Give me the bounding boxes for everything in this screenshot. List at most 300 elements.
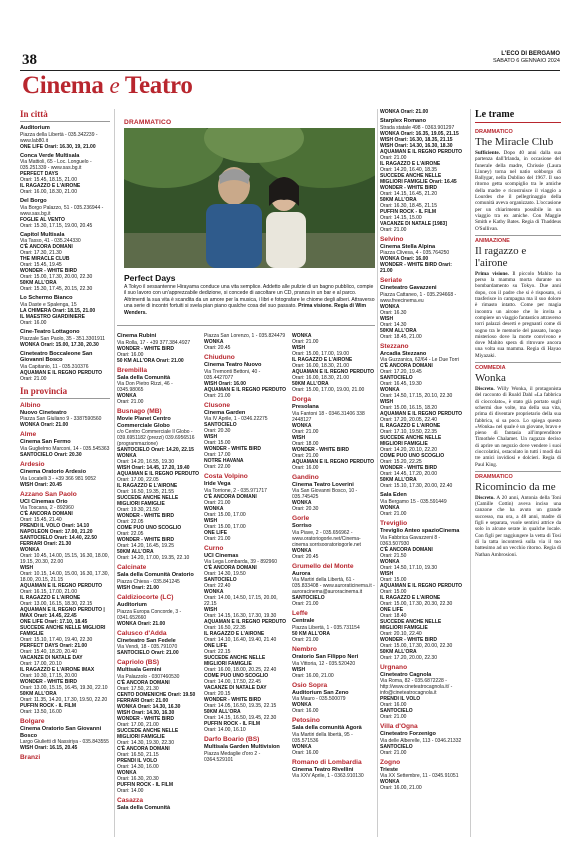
film-title: C'È ANCORA DOMANI [117, 745, 170, 752]
cinema-name: Cinema Garden [204, 409, 246, 416]
showtimes: Orari: 16.50, 21.15 [117, 751, 159, 758]
cinema-listing [380, 236, 465, 275]
film-title: SANTOCIELO Orari: 21.00 [117, 650, 179, 657]
cinema-name: Aurora [292, 570, 311, 577]
sidebar-items [475, 127, 561, 558]
showtimes: Orari: 16.00 [292, 464, 319, 471]
film-title: FERRARI Orari: 21.30 [20, 541, 72, 548]
cinema-name: Sorriso [292, 523, 312, 530]
town-name: Casazza [117, 796, 144, 804]
film-title: AQUAMAN E IL REGNO PERDUTO [20, 583, 103, 590]
film-title: WONKA [292, 547, 312, 554]
plot-rating: Sufficiente. [475, 150, 500, 156]
town-name: Gandino [292, 473, 319, 481]
town-name: Caldiziocorte (LC) [117, 593, 174, 601]
film-title: WONKA [117, 769, 137, 776]
film-title: WONDER - WHITE BIRD Orari: 21.00 [380, 262, 452, 275]
film-title: C'È ANCORA DOMANI [204, 565, 257, 572]
showtimes: Orari: 10.15, 14.00, 15.00, 16.30, 17.30, 18.00, 20.15, 21.15 [20, 571, 109, 584]
film-title: SUCCEDE ANCHE NELLE MIGLIORI FAMIGLIE [117, 727, 179, 740]
cinema-listing [20, 153, 110, 196]
film-title: WISH [380, 315, 394, 322]
showtimes: Orari: 13.00, 16.15, 18.30, 22.15 [20, 601, 93, 608]
film-title: AQUAMAN E IL REGNO PERDUTO [380, 411, 463, 418]
plot-text [475, 271, 561, 359]
showtimes: Orari: 15.45, 18.15, 21.00 [20, 177, 77, 184]
cinema-listing [204, 473, 287, 542]
film-title: WISH Orari: 16.00 [204, 380, 246, 387]
film-title: C'È ANCORA DOMANI [20, 511, 73, 518]
heading-in-provincia: In provincia [20, 386, 110, 399]
section-title-teatro: Teatro [124, 72, 193, 99]
plots-sidebar [475, 109, 561, 839]
film-title: COME PUO UNO SCOGLIO [380, 453, 445, 460]
town-name: Costa Volpino [204, 473, 248, 481]
film-title: PRENDI IL VOLO [380, 696, 421, 703]
cinema-name: Cinema San Fermo [20, 439, 71, 446]
cinema-name: Treviglio Anteo spazioCinema [380, 527, 460, 534]
film-title: WISH [292, 434, 306, 441]
film-title: WONDER - WHITE BIRD [204, 697, 261, 704]
town-name: Nembro [292, 645, 317, 653]
cinema-address: Via Vendi, 18 - 035.791070 [117, 644, 178, 651]
showtimes: Orari: 10.30, 17.15, 20.00 [20, 673, 77, 680]
cinema-listing [380, 759, 465, 792]
showtimes: Orari: 10.45, 14.00, 15.15, 16.30, 18.00, 19.15, 20.30, 22.00 [20, 553, 109, 566]
showtimes: Orari: 21.00 [292, 428, 319, 435]
cinema-address: Via Mattioli, 65 - Loc. Longuelo - 035.251339 - www.sas.bg.it [20, 159, 92, 172]
film-title: SANTOCIELO Orari: 20.30 [20, 451, 82, 458]
showtimes: Orari: 14.15, 15.00 [380, 214, 422, 221]
cinema-name: Cineteatro Cagnola [380, 671, 432, 678]
cinema-listing [20, 198, 110, 229]
feature-photo [124, 128, 375, 268]
showtimes: Orari: 17.30, 21.30 [20, 250, 62, 257]
town-name: Urgnano [380, 663, 408, 671]
film-title: PUFFIN ROCK - IL FILM [20, 703, 77, 710]
plot-genre: DRAMMATICO [475, 471, 561, 480]
cinema-listing [117, 659, 200, 794]
showtimes: Orari: 14.00 [117, 787, 144, 794]
showtimes: Orari: 16.30 [380, 309, 407, 316]
cinema-address: Via delle Alberelle, 113 - 0346.21332 [380, 737, 462, 744]
showtimes: Orari: 14.15, 16.45, 21.20 [380, 190, 437, 197]
film-title: C'È ANCORA DOMANI [380, 363, 433, 370]
cinema-name: Lo Schermo Bianco [20, 295, 73, 302]
showtimes: Orari: 20.45 [292, 553, 319, 560]
town-name: Capriolo (BS) [117, 659, 160, 667]
town-name: Busnago (MB) [117, 408, 162, 416]
town-name: Petosino [292, 717, 320, 725]
showtimes: Orari: 16.45, 19.30 [380, 381, 422, 388]
showtimes: Orari: 14.30, 19.30, 22.30 [117, 739, 174, 746]
town-name: Leffe [292, 610, 308, 618]
film-title: SUCCEDE ANCHE NELLE MIGLIORI FAMIGLIE [117, 495, 179, 508]
showtimes: Orari: 21.00 [204, 499, 231, 506]
showtimes: Orari: 14.20, 17.00, 19.35, 22.10 [117, 555, 190, 562]
showtimes: Orari: 21.00 [380, 749, 407, 756]
cinema-address: Via Daste e Spalenga, 15 [20, 301, 77, 308]
showtimes: Orari: 16.00 [117, 351, 144, 358]
cinema-address: Via Locatelli 3 - +39 366 981 9052 [20, 475, 96, 482]
film-title: WONKA [380, 387, 400, 394]
cinema-address: Piazza Clivesa, 4 - 035.764250 [380, 250, 450, 257]
film-title: WISH [204, 434, 218, 441]
column-divider [377, 109, 378, 837]
cinema-name: Auditorium [20, 125, 50, 131]
showtimes: Orari: 14.50, 17.10, 19.30 [380, 564, 437, 571]
showtimes: Orari: 15.30, 17.45, 20.15, 22.30 [20, 286, 93, 293]
plot-item [475, 471, 561, 558]
showtimes: Orari: 14.10, 16.40, 19.40, 21.40 [204, 637, 277, 644]
film-title: ONE LIFE [204, 643, 228, 650]
film-title: FOGLIE AL VENTO [20, 216, 65, 223]
showtimes: Orari: 14.20, 20.10, 22.20 [380, 447, 437, 454]
plot-genre: COMMEDIA [475, 362, 561, 371]
film-title: WONKA Orari: 15.00, 17.30, 20.30 [20, 341, 99, 348]
showtimes: Orari: 17.20, 20.05, 22.40 [380, 417, 437, 424]
cinema-listing [292, 759, 375, 780]
film-title: WONDER - WHITE BIRD [292, 446, 349, 453]
film-title: WISH [380, 399, 394, 406]
film-title: SUCCEDE ANCHE NELLE MIGLIORI FAMIGLIE [20, 625, 106, 638]
cinema-address: Piazza San Giuliano 9 - 3387590560 [20, 416, 102, 423]
cinema-name: Auditorium San Zeno [292, 689, 349, 696]
film-title: WONDER - WHITE BIRD [117, 513, 174, 520]
film-title: WONKA [380, 779, 400, 786]
showtimes: Orari: 17.10, 19.50, 22.35 [380, 429, 437, 436]
film-title: SANTOCIELO [380, 743, 413, 750]
town-name: Ardesio [20, 460, 45, 468]
film-title: THE MIRACLE CLUB [20, 256, 70, 263]
plot-body: Dopo 40 anni dalla sua partenza dall'Irlanda, in occasione del funerale della madre, Chrissie (Laura Linney) torna nel natio sobborgo di Ballygar, nella Dublino del 1967. Il suo ritorno getta scompiglio tra le amiche della madre e ricostruisce il viaggio a Lourdes che il pellegrinaggio della comunità aveva organizzato. L'occasione per un chiarimento possibile in un viaggio tra ex amiche. Con Maggie Smith e Kathy Bates. Regia di Thaddeus O'Sullivan. [475, 150, 561, 232]
cinema-address: Via Don Pietro Rizzi, 46 - 0345.98065 [117, 381, 173, 394]
plot-body: Il piccolo Mahito ha perso la mamma morta durante un bombardamento su Tokyo. Due anni dopo, con il padre che si è risposato, si trasferisce in campagna ma il suo dolore è rimasto intatto. Come per magia incontra un airone che lo invita a compiere un viaggio fantastico attraverso torri palazzi deserti e pregnanti come di sogno tra le memorie del passato, luogo misterioso dove la morte convivono e dove Mahito spera di ritrovare ancora una volta sua mamma. Regia di Hayao Miyazaki. [475, 270, 561, 359]
showtimes: Orari: 14.15, 16.50, 19.45, 22.30 [204, 715, 277, 722]
film-title: 50KM ALL'ORA [20, 280, 57, 287]
film-title: 50KM ALL'ORA [20, 691, 57, 698]
cinema-listing [380, 109, 465, 115]
film-title: WONKA Orari: 21.00 [117, 620, 166, 627]
showtimes: Orari: 16.15, 17.00, 21.00 [20, 589, 77, 596]
film-title: ONE LIFE [380, 606, 404, 613]
cinema-address: Via Mauro - 035.500079 [292, 696, 346, 703]
film-title: IL RAGAZZO E L'AIRONE IMAX [20, 667, 95, 674]
film-title: VACANZE DI NATALE DAY [204, 685, 267, 692]
cinema-listing [20, 461, 110, 488]
cinema-name: Cinema Stella Alpina [380, 243, 436, 250]
cinema-address: Piazza Libertà, 1 - 035.731154 [292, 624, 360, 631]
film-title: C'È ANCORA DOMANI [204, 493, 257, 500]
cinema-address: Via Bergamo 15 - 035.591449 [380, 498, 447, 505]
showtimes: Orari: 21.00 [292, 636, 319, 643]
town-name: Brembilla [117, 366, 148, 374]
showtimes: Orari: 15.00 [380, 588, 407, 595]
cinema-address: Piazza San Lorenzo, 1 - 035.824479 [204, 333, 286, 339]
film-title: PUFFIN ROCK - IL FILM [204, 721, 261, 728]
film-title: WONKA [292, 500, 312, 507]
showtimes: Orari: 15.00, 17.00 [204, 523, 246, 530]
film-title: WONKA [204, 589, 224, 596]
showtimes: Orari: 19.30, 21.50 [117, 507, 159, 514]
showtimes: Orari: 16.00, 18.30, 21.00 [292, 363, 349, 369]
town-name: Treviglio [380, 519, 408, 527]
feature-rule [117, 325, 375, 326]
showtimes: Orari: 21.00 [117, 399, 144, 406]
film-title: C'È ANCORA DOMANI [380, 546, 433, 553]
showtimes: Orari: 21.00 [292, 452, 319, 459]
film-title: IL RAGAZZO E L'AIRONE [292, 357, 353, 363]
showtimes: Orari: 13.00, 15.15, 16.45, 19.30, 22.10 [20, 685, 108, 692]
listings-column-4 [292, 333, 375, 838]
film-title: SANTOCIELO Orari: 14.20, 22.15 [117, 447, 194, 454]
film-title: 50 KM ALL'ORA Orari: 21.00 [117, 357, 184, 364]
cinema-listing [20, 125, 110, 150]
feature-synopsis: A Tokyo il sessantenne Hirayama conduce una vita semplice. Addetto alle pulizie di un bagno pubblico, compie il suo lavoro con un'apprezzabile dedizione, si concede di ascoltare un CD, pranza in un bar e al parco. Altrimenti la sua vita è scandita da un amore per la musica, i libri e fotografare le chiome degli alberi. Attraverso una serie di incontri fortuiti si svela pian piano qualche cosa del suo passato. [124, 284, 375, 310]
cinema-listing [20, 431, 110, 458]
showtimes: Orari: 14.20, 16.45, 19.25 [117, 543, 174, 550]
plot-item [475, 362, 561, 468]
film-title: PRENDI IL VOLO Orari: 14.10 [20, 523, 90, 530]
cinema-name: Cinema Oratorio San Giovanni Bosco [20, 726, 102, 739]
film-title: WONDER - WHITE BIRD [380, 636, 437, 643]
feature-credit: Prima visione. Regia di Wim Wenders. [124, 303, 367, 316]
showtimes: Orari: 15.10, 17.40, 19.40, 22.30 [20, 637, 93, 644]
film-title: WONKA Orari: 16.35, 19.05, 21.15 [380, 130, 459, 137]
showtimes: Orari: 15.00, 17.30, 20.30, 22.30 [380, 600, 453, 607]
cinema-address: Via San Giovanni Bosco, 10 - 035.745425 [292, 488, 358, 501]
cinema-address: Via Piave, 2 - 035.656962 - www.oratoriogorle.net/Cinema-cinema sorrisooratoriogorle.net [292, 529, 361, 548]
film-title: WONKA [292, 743, 312, 750]
cinema-name: Sala Eden [380, 492, 407, 499]
film-title: WONDER - WHITE BIRD [380, 184, 437, 191]
plot-text [475, 495, 561, 558]
cinema-name: Del Borgo [20, 198, 47, 205]
film-title: WISH Orari: 16.30, 18.35, 21.15 [380, 136, 453, 143]
cinema-name: Cineteatro San Fedele [117, 637, 176, 644]
town-name: Curno [204, 544, 224, 552]
cinema-listing [117, 594, 200, 627]
film-title: WONDER - WHITE BIRD [380, 465, 437, 472]
film-title: 50KM ALL'ORA [380, 327, 417, 334]
plot-title: Wonka [475, 372, 506, 385]
plot-body: Willy Wonka, il protagonista del racconto di Roald Dahl «La fabbrica di cioccolato», è stato già portato sugli schermi due volte, ma della sua vita, prima di diventare proprietario della sua fabbrica, si sa poco. Lo spiega questo «Wonka» nel quale è un giovane, bravo e pieno di fantasia all'imprenditore Timothée Chalamet. Un ragazzo deciso di aprire un negozio dove vendere i suoi cioccolatini, ostacolato in tutti i modi dai tre amici invidiosi e dolcieri. Regia di Paul King. [475, 386, 561, 468]
cinema-listing [204, 402, 287, 471]
film-title: WISH Orari: 16.15, 20.45 [20, 745, 78, 752]
cinema-name: Cinema Teatro Loverini [292, 481, 354, 488]
cinema-name: Oratorio San Filippo Neri [292, 653, 359, 660]
cinema-listing [292, 610, 375, 643]
showtimes: Orari: 21.00 [292, 339, 319, 345]
film-title: WONKA [292, 422, 312, 429]
cinema-address: Piazza Cattaneo, 1 - 035.294668 - www.freecinema.eu [380, 291, 457, 304]
cinema-address: Via Palazzolo - 0307460530 [117, 673, 180, 680]
cinema-name: Cineteatro Gavazzeni [380, 285, 437, 292]
showtimes: Orari: 15.10, 17.30, 20.00, 22.40 [380, 483, 453, 490]
film-title: WONKA [380, 558, 400, 565]
showtimes: Orari: 20.15 [204, 691, 231, 698]
cinema-name: Cineteatro Forzenigo [380, 731, 436, 738]
showtimes: Orari: 15.00, 16.15, 18.20 [380, 405, 437, 412]
film-title: COME PUO UNO SCOGLIO [204, 673, 269, 680]
film-title: 50KM ALL'ORA [204, 709, 241, 716]
film-title: C'È ANCORA DOMANI [20, 244, 73, 251]
showtimes: Orari: 18.00 [292, 440, 319, 447]
town-name: Zogno [380, 758, 401, 766]
cinema-listing [117, 367, 200, 406]
cinema-listing [20, 754, 110, 762]
film-title: WONKA Orari: 21.00 [380, 109, 429, 115]
town-name: Branzi [20, 754, 41, 762]
cinema-name: Sala della Comunità Oratorio [117, 572, 194, 579]
film-title: WONKA [117, 453, 137, 460]
cinema-address: Via XX Settembre, 11 - 0345.91051 [380, 773, 459, 780]
film-title: AQUAMAN E IL REGNO PERDUTO [292, 458, 375, 465]
film-title: FERRARI Orari: 21.00 [117, 697, 169, 704]
plot-rating: Prima visione. [475, 270, 509, 277]
cinema-listing [380, 723, 465, 756]
showtimes: Orari: 20.45 [204, 345, 231, 351]
film-title: WISH [204, 607, 218, 614]
cinema-address: Largo Giulietti di Nassiriya - 035.843555 [20, 739, 109, 746]
cinema-listing [380, 492, 465, 517]
town-name: Calcinate [117, 564, 147, 572]
town-name: Dorga [292, 396, 312, 403]
film-title: VACANZE DI NATALE DAY [20, 655, 83, 662]
cinema-name: Cinema Oratorio Ardesio [20, 468, 86, 475]
showtimes: Orari: 18.45, 21.00 [380, 333, 422, 340]
cinema-listing [117, 630, 200, 657]
film-title: WONDER - WHITE BIRD [20, 268, 77, 275]
cinema-name: Cinema Rubini [117, 333, 157, 339]
section-title [22, 72, 193, 100]
feature-title: Perfect Days [124, 273, 176, 283]
showtimes: Orari: 17.20, 20.00, 22.30 [380, 654, 437, 661]
film-title: AQUAMAN E IL REGNO PERDUTO [117, 471, 200, 478]
showtimes: Orari: 15.00, 17.00, 19.00 [292, 351, 349, 357]
cinema-name: Cinema Teatro Rivellini [292, 766, 354, 773]
film-title: C'È ANCORA DOMANI [117, 679, 170, 686]
film-title: WONKA Orari: 21.00 [20, 422, 69, 429]
cinema-listing [292, 515, 375, 560]
cinema-listing [117, 564, 200, 591]
town-name: Stezzano [380, 342, 409, 350]
cinema-address: Via Martiri della libertà, 95 - 035.571536 [292, 731, 353, 744]
section-title-cinema: Cinema [22, 72, 104, 99]
cinema-address: Strada statale 498 - 0363.901297 [380, 124, 455, 131]
cinema-address: Via Vittoria, 12 - 035.520420 [292, 660, 356, 667]
cinema-address: Via Fantoni 18 - 0346.31406 338 2448127 [292, 410, 365, 423]
cinema-address: Via Guglielmo Marconi, 14 - 035.545363 [20, 445, 110, 452]
cinema-listing [204, 736, 287, 763]
page-header [493, 51, 560, 65]
film-title: AQUAMAN E IL REGNO PERDUTO | IMAX Orari: 14.45, 22.45 [20, 607, 105, 620]
film-title: IL RAGAZZO E L'AIRONE [204, 631, 265, 638]
showtimes: Orari: 22.40 [204, 583, 231, 590]
film-title: SANTOCIELO Orari: 14.40, 22.50 [20, 535, 97, 542]
cinema-listing [380, 664, 465, 721]
film-title: WONKA [380, 303, 400, 310]
film-title: SANTOCIELO [204, 422, 237, 429]
showtimes: Orari: 14.50, 17.15, 20.10, 22.30 [380, 393, 453, 400]
showtimes: Orari: 14.00, 14.50, 17.15, 20.00, 22.15 [204, 595, 278, 608]
showtimes: Orari: 20.30 [204, 428, 231, 435]
showtimes: Orari: 15.20, 22.25 [380, 459, 422, 466]
cinema-name: Auditorium [117, 601, 147, 608]
film-title: WISH Orari: 21.00 [117, 584, 159, 591]
listings-column-2 [117, 333, 200, 838]
cinema-name: Cinema Teatro Nuovo [204, 362, 262, 368]
showtimes: Orari: 11.35, 14.20, 17.30, 19.50, 22.20 [20, 697, 108, 704]
showtimes: Orari: 14.05, 16.50, 19.35, 22.15 [204, 703, 277, 710]
showtimes: Orari: 15.00, 17.00 [204, 511, 246, 518]
film-title: WONDER - WHITE BIRD [204, 446, 261, 453]
film-title: WONDER - WHITE BIRD [117, 537, 174, 544]
film-title: WONKA [117, 393, 137, 400]
film-title: 50KM ALL'ORA [380, 196, 417, 203]
plot-genre: ANIMAZIONE [475, 235, 561, 244]
film-title: 50 KM ALL'ORA [292, 630, 330, 637]
showtimes: Orari: 14.30, 16.00 [117, 763, 159, 770]
cinema-address: Piazza della Libertà - 035.342239 - www.lab80.it [20, 131, 98, 144]
cinema-address: Via Lega Lombarda, 39 - 892960 [204, 559, 278, 566]
town-name: Romano di Lombardia [292, 758, 362, 766]
showtimes: Orari: 14.15, 16.30, 17.30, 19.30 [204, 613, 277, 620]
film-title: IL RAGAZZO E L'AIRONE [380, 160, 441, 167]
cinema-listing [380, 277, 465, 340]
showtimes: Orari: 15.00 [204, 440, 231, 447]
cinema-name: Conca Verde Multisala [20, 152, 80, 159]
cinema-address: c/o Centro Commerciale Il Globo - 039.6951182 (prezzi) 039.6956516 (programmazione) [117, 429, 195, 448]
film-title: WONKA [292, 333, 312, 339]
film-title: VACANZE DI NATALE [1983] [380, 220, 447, 227]
showtimes: Orari: 16.30, 20.30 [117, 775, 159, 782]
cinema-name: Centrale [292, 618, 315, 625]
film-title: PERFECT DAYS Orari: 21.00 [20, 643, 88, 650]
film-title: 50KM ALL'ORA [292, 381, 329, 387]
plot-item [475, 127, 561, 232]
feature-genre: DRAMMATICO [124, 119, 172, 126]
showtimes: Orari: 21.00 [380, 226, 407, 233]
cinema-address: Via Capitanio, 11 - 035.310376 [20, 363, 89, 370]
plot-genre: DRAMMATICO [475, 129, 513, 135]
film-title: AQUAMAN E IL REGNO PERDUTO [292, 369, 375, 375]
cinema-address: Via IV Aprile, 1 - 0346.22275 [204, 416, 268, 423]
showtimes: Orari: 15.00, 17.30, 20.00, 22.30 [380, 642, 453, 649]
film-title: SANTOCIELO [380, 708, 413, 715]
cinema-listing [292, 682, 375, 715]
cinema-listing [20, 351, 110, 382]
feature-caption [124, 284, 375, 316]
town-name: Gorle [292, 515, 310, 523]
showtimes: Orari: 15.00, 17.30, 20.00, 22.30 [20, 274, 93, 281]
paper-name: L'ECO DI BERGAMO [501, 51, 560, 57]
film-title: IL RAGAZZO E L'AIRONE [20, 183, 81, 190]
plot-rating: Discreto. [475, 386, 495, 393]
showtimes: Orari: 14.00, 17.50, 22.45 [204, 679, 261, 686]
cinema-listing [204, 354, 287, 399]
section-title-sep: e [109, 73, 120, 98]
film-title: ONE LIFE Orari: 17.10, 18.45 [20, 619, 88, 626]
showtimes: Orari: 14.30, 19.50 [204, 571, 246, 578]
town-name: Selvino [380, 235, 404, 243]
film-title: IL RAGAZZO E L'AIRONE [117, 483, 178, 490]
cinema-name: Multisala Gemini [117, 667, 162, 674]
cinema-listing [20, 491, 110, 716]
cinema-listing [292, 474, 375, 513]
film-title: ONE LIFE Orari: 16.30, 19, 21.00 [20, 143, 96, 150]
showtimes: Orari: 16.30, 18.45, 21.15 [380, 202, 437, 209]
